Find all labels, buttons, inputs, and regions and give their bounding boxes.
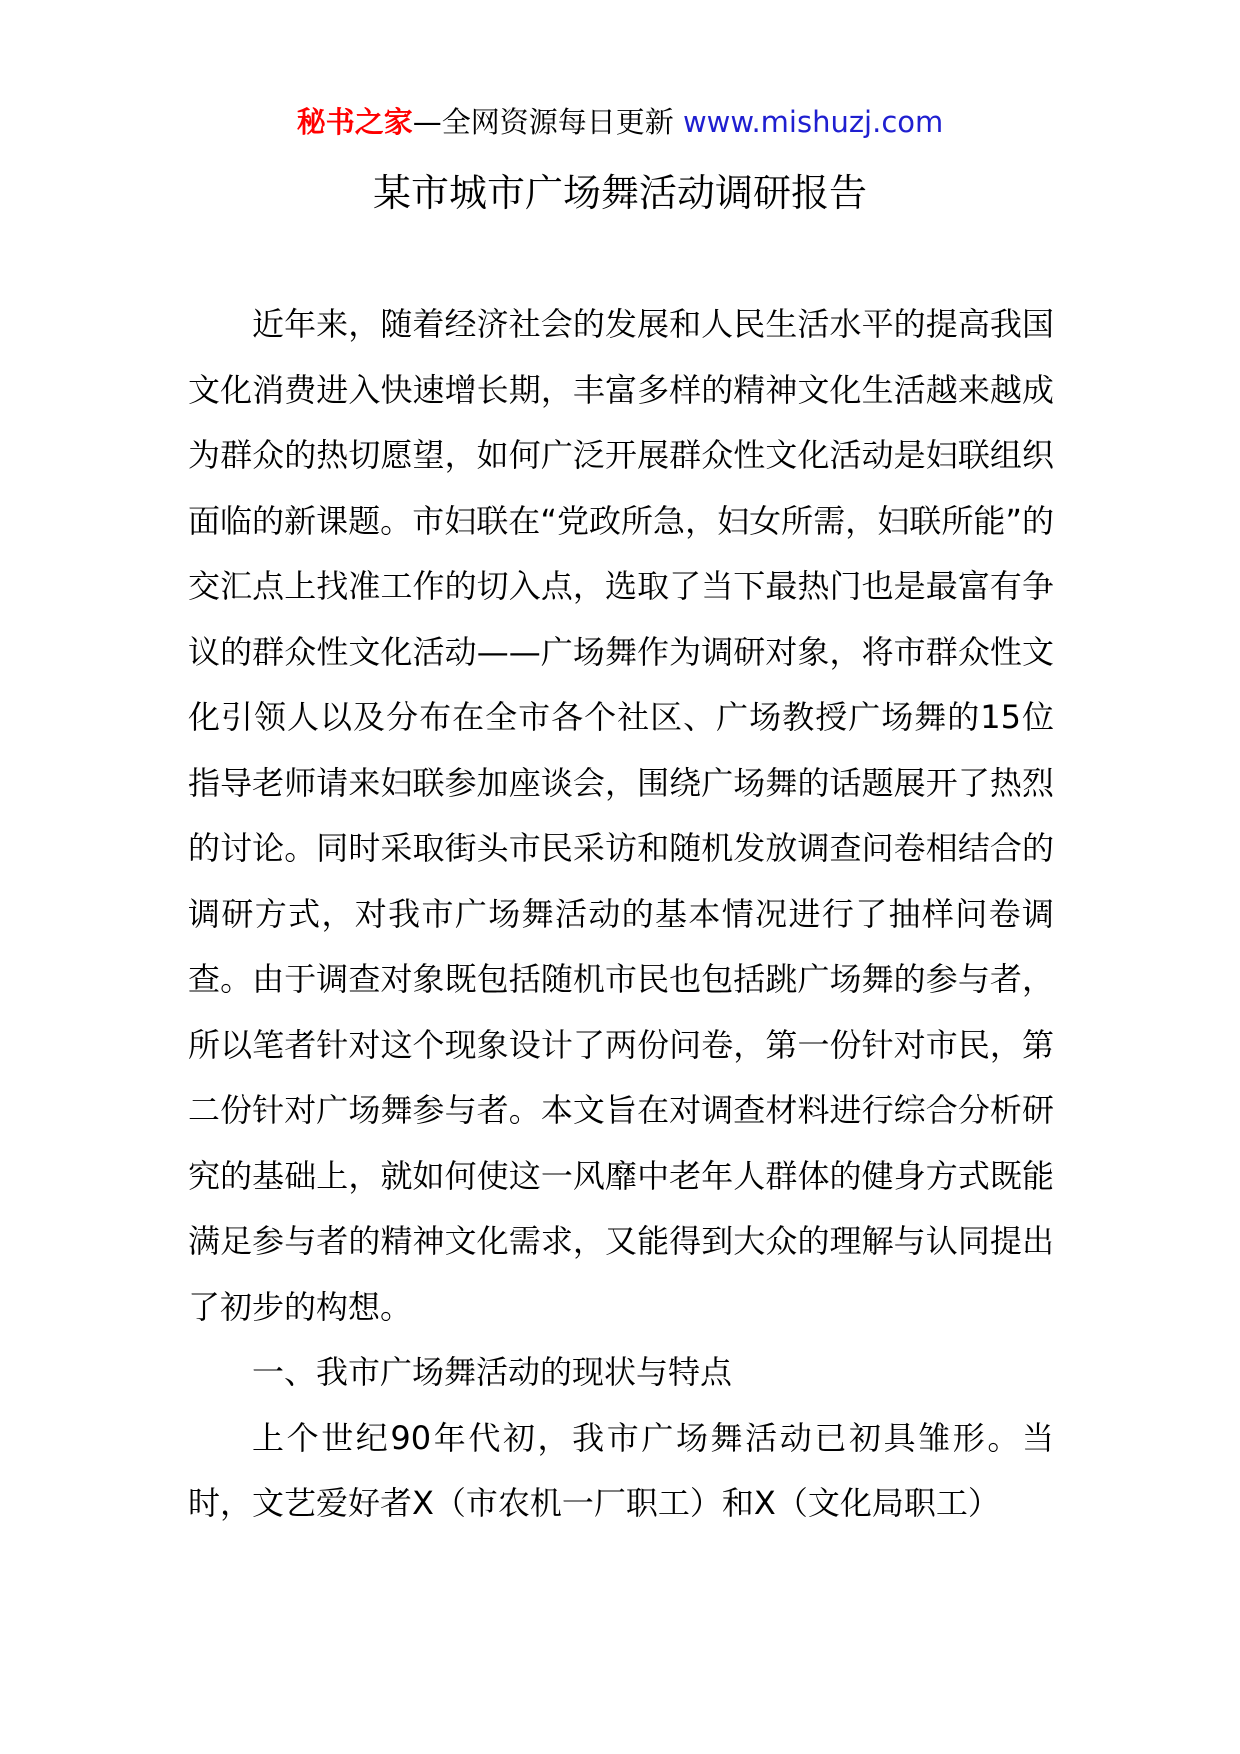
site-url-link[interactable]: www.mishuzj.com (682, 105, 944, 139)
section-paragraph: 上个世纪90年代初，我市广场舞活动已初具雏形。当时，文艺爱好者X（市农机一厂职工）和X（文化局职工） (188, 1418, 1054, 1522)
intro-paragraph: 近年来，随着经济社会的发展和人民生活水平的提高我国文化消费进入快速增长期，丰富多样的精神文化生活越来越成为群众的热切愿望，如何广泛开展群众性文化活动是妇联组织面临的新课题。市妇联在“党政所急，妇女所需，妇联所能”的交汇点上找准工作的切入点，选取了当下最热门也是最富有争议的群众性文化活动——广场舞作为调研对象，将市群众性文化引领人以及分布在全市各个社区、广场教授广场舞的15位指导老师请来妇联参加座谈会，围绕广场舞的话题展开了热烈的讨论。同时采取街头市民采访和随机发放调查问卷相结合的调研方式，对我市广场舞活动的基本情况进行了抽样问卷调查。由于调查对象既包括随机市民也包括跳广场舞的参与者，所以笔者针对这个现象设计了两份问卷，第一份针对市民，第二份针对广场舞参与者。本文旨在对调查材料进行综合分析研究的基础上，就如何使这一风靡中老年人群体的健身方式既能满足参与者的精神文化需求，又能得到大众的理解与认同提出了初步的构想。 (188, 305, 1054, 1326)
section-heading: 一、我市广场舞活动的现状与特点 (252, 1353, 733, 1391)
document-title: 某市城市广场舞活动调研报告 (372, 171, 867, 215)
site-brand: 秘书之家 (296, 105, 413, 139)
site-banner (0, 100, 1240, 144)
document-body (188, 292, 1054, 1537)
site-tagline: —全网资源每日更新 (412, 105, 683, 139)
